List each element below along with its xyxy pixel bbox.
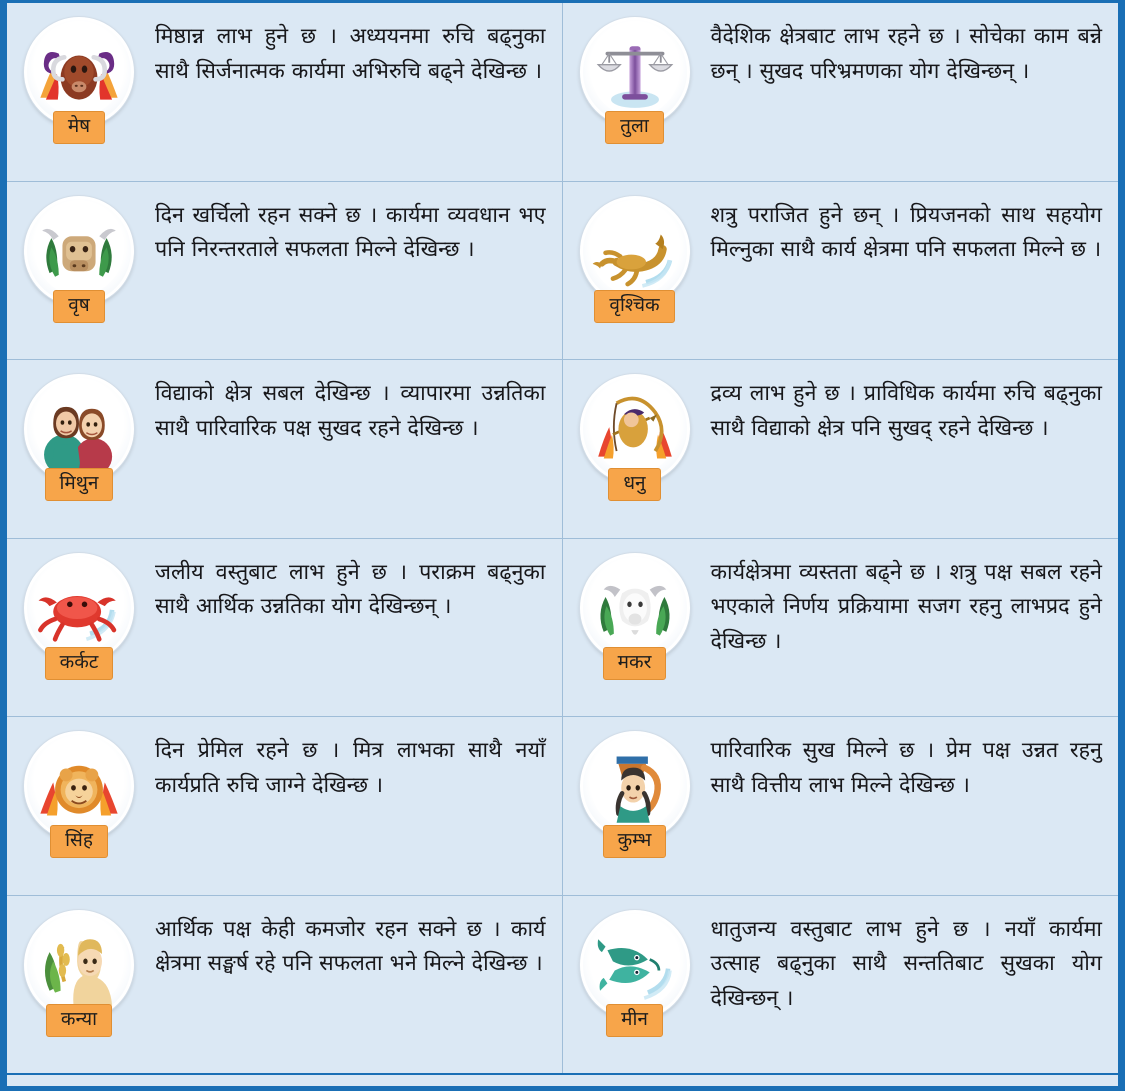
sign-name: कन्या <box>46 1004 112 1037</box>
sign-name: कुम्भ <box>603 825 667 858</box>
sign-prediction: जलीय वस्तुबाट लाभ हुने छ । पराक्रम बढ्नुका साथै आर्थिक उन्नतिका योग देखिन्छन् । <box>155 559 546 619</box>
sign-name: मकर <box>603 647 667 680</box>
sign-name: कर्कट <box>45 647 114 680</box>
sign-prediction: मिष्ठान्न लाभ हुने छ । अध्ययनमा रुचि बढ्नुका साथै सिर्जनात्मक कार्यमा अभिरुचि बढ्ने देखिन्छ । <box>155 24 546 83</box>
sign-block <box>15 370 143 501</box>
sign-name: वृष <box>53 290 105 323</box>
sign-prediction: द्रव्य लाभ हुने छ । प्राविधिक कार्यमा रुचि बढ्नुका साथै विद्याको क्षेत्र पनि सुखद् रहने देखिन्छ । <box>710 381 1102 440</box>
sign-block <box>571 906 699 1037</box>
sign-block <box>15 549 143 680</box>
sign-block <box>571 549 699 680</box>
horoscope-cell-dhanu <box>563 360 1119 539</box>
horoscope-cell-vrischik <box>563 182 1119 361</box>
sign-block <box>15 906 143 1037</box>
sign-prediction: वैदेशिक क्षेत्रबाट लाभ रहने छ । सोचेका काम बन्ने छन् । सुखद परिभ्रमणका योग देखिन्छन् । <box>710 24 1102 83</box>
sign-name: मेष <box>53 111 105 144</box>
sign-prediction: दिन खर्चिलो रहन सक्ने छ । कार्यमा व्यवधान भए पनि निरन्तरताले सफलता मिल्ने देखिन्छ । <box>155 202 546 262</box>
sign-prediction: पारिवारिक सुख मिल्ने छ । प्रेम पक्ष उन्नत रहनु साथै वित्तीय लाभ मिल्ने देखिन्छ । <box>710 738 1102 797</box>
horoscope-cell-meen <box>563 896 1119 1074</box>
sign-block <box>15 727 143 858</box>
sign-name: वृश्चिक <box>594 290 674 323</box>
sign-prediction: धातुजन्य वस्तुबाट लाभ हुने छ । नयाँ कार्यमा उत्साह बढ्नुका साथै सन्ततिबाट सुखका योग देखिन्छन् । <box>710 916 1102 1011</box>
sign-name: मिथुन <box>45 468 114 501</box>
horoscope-grid <box>7 3 1118 1073</box>
sign-name: धनु <box>608 468 660 501</box>
horoscope-cell-vrisha <box>7 182 563 361</box>
horoscope-cell-mesha <box>7 3 563 182</box>
sign-name: सिंह <box>50 825 108 858</box>
horoscope-cell-makar <box>563 539 1119 718</box>
horoscope-cell-karkat <box>7 539 563 718</box>
sign-prediction: कार्यक्षेत्रमा व्यस्तता बढ्ने छ । शत्रु पक्ष सबल रहने भएकाले निर्णय प्रक्रियामा सजग रहनु लाभप्रद हुने देखिन्छ । <box>710 559 1102 654</box>
sign-prediction: शत्रु पराजित हुने छन् । प्रियजनको साथ सहयोग मिल्नुका साथै कार्य क्षेत्रमा पनि सफलता मिल्ने छ । <box>710 202 1102 262</box>
page-footer-rule <box>7 1073 1118 1091</box>
sign-block <box>571 727 699 858</box>
sign-name: मीन <box>606 1004 663 1037</box>
sign-block <box>571 13 699 144</box>
sign-name: तुला <box>605 111 664 144</box>
sign-block <box>571 192 699 323</box>
sign-prediction: विद्याको क्षेत्र सबल देखिन्छ । व्यापारमा उन्नतिका साथै पारिवारिक पक्ष सुखद रहने देखिन्छ । <box>155 381 546 440</box>
sign-block <box>571 370 699 501</box>
horoscope-cell-tula <box>563 3 1119 182</box>
sign-block <box>15 13 143 144</box>
horoscope-cell-singh <box>7 717 563 896</box>
sign-block <box>15 192 143 323</box>
horoscope-cell-mithun <box>7 360 563 539</box>
horoscope-cell-kanya <box>7 896 563 1074</box>
sign-prediction: आर्थिक पक्ष केही कमजोर रहन सक्ने छ । कार्य क्षेत्रमा सङ्घर्ष रहे पनि सफलता भने मिल्ने देखिन्छ । <box>155 916 546 976</box>
horoscope-cell-kumbha <box>563 717 1119 896</box>
sign-prediction: दिन प्रेमिल रहने छ । मित्र लाभका साथै नयाँ कार्यप्रति रुचि जाग्ने देखिन्छ । <box>155 738 546 797</box>
